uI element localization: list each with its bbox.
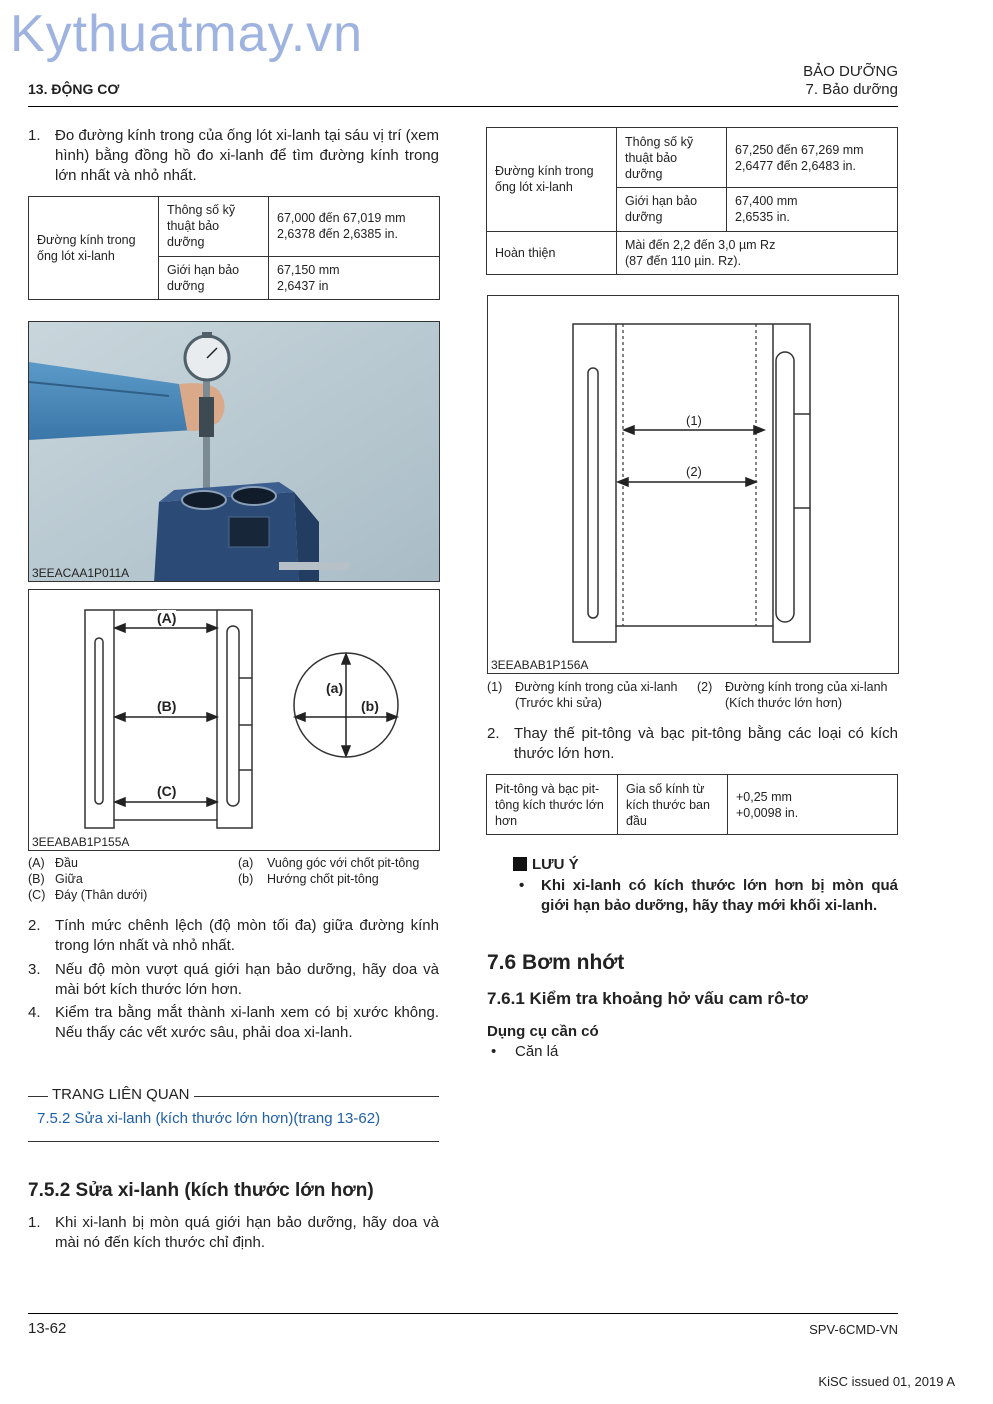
cylinder-section-drawing <box>29 590 441 852</box>
table-label: Đường kính trong ống lót xi-lanh <box>487 128 617 232</box>
caption-item: (C) Đáy (Thân dưới) <box>28 888 148 902</box>
table-label: Đường kính trong ống lót xi-lanh <box>29 197 159 300</box>
finish-value: Mài đến 2,2 đến 3,0 µm Rz (87 đến 110 µin. Rz). <box>617 231 898 274</box>
caption-item: (A) Đầu <box>28 856 78 870</box>
label-A: (A) <box>157 610 177 626</box>
page-number: 13-62 <box>28 1320 67 1337</box>
spec-table-1 <box>28 196 440 300</box>
step-4 <box>28 1003 439 1043</box>
section-752-title: 7.5.2 Sửa xi-lanh (kích thước lớn hơn) <box>28 1180 374 1201</box>
caption-item-2: (2) Đường kính trong của xi-lanh (Kích thước lớn hơn) <box>697 680 888 710</box>
label-2: (2) <box>686 464 702 479</box>
bullet-icon: • <box>491 1043 497 1060</box>
limit-value: 67,400 mm 2,6535 in. <box>727 188 898 231</box>
finish-label: Hoàn thiện <box>487 231 617 274</box>
step-number: 1. <box>28 1214 41 1231</box>
table-value: +0,25 mm +0,0098 in. <box>728 775 898 835</box>
caption-item: (a) Vuông góc với chốt pit-tông <box>238 856 420 870</box>
watermark: Kythuatmay.vn <box>10 5 364 63</box>
diagram-code: 3EEABAB1P155A <box>32 835 130 849</box>
step-number: 2. <box>487 725 500 742</box>
right-step-2 <box>487 724 898 764</box>
section-header <box>803 63 898 99</box>
note-title: LƯU Ý <box>513 856 579 873</box>
bullet-icon: • <box>519 877 525 894</box>
caption-item-1: (1) Đường kính trong của xi-lanh (Trước khi sửa) <box>487 680 678 710</box>
table-mid-label: Gia số kính từ kích thước ban đầu <box>618 775 728 835</box>
label-C: (C) <box>157 783 177 799</box>
subsection-title: 7. Bảo dưỡng <box>805 81 898 98</box>
limit-label: Giới hạn bảo dưỡng <box>617 188 727 231</box>
doc-code: SPV-6CMD-VN <box>809 1322 898 1337</box>
spec-value: 67,000 đến 67,019 mm 2,6378 đến 2,6385 in. <box>269 197 440 257</box>
step-text: Kiểm tra bằng mắt thành xi-lanh xem có bị xước không. Nếu thấy các vết xước sâu, phải doa xi-lanh. <box>55 1004 439 1041</box>
caption-item: (B) Giữa <box>28 872 83 886</box>
measurement-positions-diagram <box>28 589 440 851</box>
oversize-bore-diagram <box>487 295 899 674</box>
step-number: 4. <box>28 1004 41 1021</box>
note-item <box>513 876 898 916</box>
step-text: Thay thế pit-tông và bạc pit-tông bằng các loại có kích thước lớn hơn. <box>514 725 898 762</box>
caption-item: (b) Hướng chốt pit-tông <box>238 872 379 886</box>
step-number: 1. <box>28 127 41 144</box>
step-text: Khi xi-lanh bị mòn quá giới hạn bảo dưỡng, hãy doa và mài nó đến kích thước chỉ định. <box>55 1214 439 1251</box>
diagram-code: 3EEABAB1P156A <box>491 658 589 672</box>
note-text: Khi xi-lanh có kích thước lớn hơn bị mòn quá giới hạn bảo dưỡng, hãy thay mới khối xi-lanh. <box>541 877 898 914</box>
limit-label: Giới hạn bảo dưỡng <box>159 256 269 299</box>
label-B: (B) <box>157 698 177 714</box>
step-1 <box>28 126 439 186</box>
label-b: (b) <box>361 698 379 714</box>
label-a: (a) <box>326 680 344 696</box>
spec-table-2 <box>486 127 898 275</box>
label-1: (1) <box>686 413 702 428</box>
tools-title: Dụng cụ cần có <box>487 1023 599 1040</box>
tools-list-item: • Căn lá <box>491 1043 559 1060</box>
note-square-icon <box>513 857 527 871</box>
step-text: Tính mức chênh lệch (độ mòn tối đa) giữa đường kính trong lớn nhất và nhỏ nhất. <box>55 917 439 954</box>
spec-value: 67,250 đến 67,269 mm 2,6477 đến 2,6483 in. <box>727 128 898 188</box>
photo-code: 3EEACAA1P011A <box>32 566 130 580</box>
step-number: 3. <box>28 961 41 978</box>
section-761-title: 7.6.1 Kiểm tra khoảng hở vấu cam rô-tơ <box>487 989 808 1008</box>
step-number: 2. <box>28 917 41 934</box>
step-text: Đo đường kính trong của ống lót xi-lanh tại sáu vị trí (xem hình) bằng đồng hồ đo xi-lanh để tìm đường kính trong lớn nhất và nhỏ nhất. <box>55 127 439 184</box>
section-title: BẢO DƯỠNG <box>803 63 898 80</box>
table-label: Pit-tông và bạc pit-tông kích thước lớn hơn <box>487 775 618 835</box>
related-bottom-rule <box>28 1141 439 1142</box>
issued-note: KiSC issued 01, 2019 A <box>818 1374 955 1389</box>
footer-rule <box>28 1313 898 1314</box>
limit-value: 67,150 mm 2,6437 in <box>269 256 440 299</box>
bore-gauge-photo <box>28 321 440 582</box>
chapter-title: 13. ĐỘNG CƠ <box>28 81 120 97</box>
s752-step-1 <box>28 1213 439 1253</box>
step-text: Nếu độ mòn vượt quá giới hạn bảo dưỡng, hãy doa và mài bớt kích thước lớn hơn. <box>55 961 439 998</box>
related-title: TRANG LIÊN QUAN <box>48 1086 194 1103</box>
step-2 <box>28 916 439 956</box>
spec-label: Thông số kỹ thuật bảo dưỡng <box>617 128 727 188</box>
step-3 <box>28 960 439 1000</box>
header-rule <box>28 106 898 107</box>
section-76-title: 7.6 Bơm nhớt <box>487 951 625 974</box>
related-link[interactable]: 7.5.2 Sửa xi-lanh (kích thước lớn hơn)(trang 13-62) <box>37 1110 381 1127</box>
spec-table-3 <box>486 774 898 835</box>
caption-list-left <box>28 855 238 903</box>
spec-label: Thông số kỹ thuật bảo dưỡng <box>159 197 269 257</box>
photo-illustration <box>29 322 440 582</box>
oversize-section-drawing <box>488 296 900 675</box>
caption-list-right <box>238 855 443 887</box>
